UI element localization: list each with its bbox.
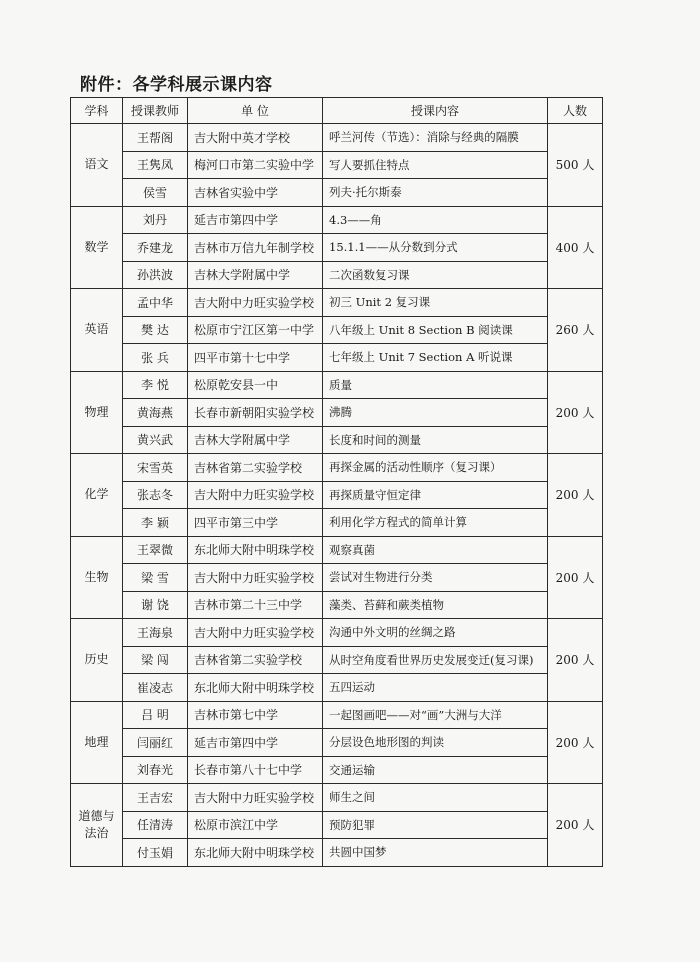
table-row: [71, 316, 603, 344]
unit-cell: 吉林大学附属中学: [188, 261, 323, 289]
content-cell: 呼兰河传（节选）：消除与经典的隔膜: [323, 124, 548, 152]
table-row: [71, 289, 603, 317]
teacher-cell: 任清涛: [123, 811, 188, 839]
subject-cell: 语文: [71, 124, 123, 207]
table-row: [71, 536, 603, 564]
count-cell: 260 人: [548, 289, 603, 372]
header-unit: 单 位: [188, 98, 323, 124]
table-row: [71, 371, 603, 399]
teacher-cell: 宋雪英: [123, 454, 188, 482]
subject-cell: 生物: [71, 536, 123, 619]
table-row: [71, 344, 603, 372]
table-row: [71, 206, 603, 234]
teacher-cell: 谢 饶: [123, 591, 188, 619]
content-cell: 二次函数复习课: [323, 261, 548, 289]
content-cell: 交通运输: [323, 756, 548, 784]
subject-cell: 物理: [71, 371, 123, 454]
table-row: [71, 784, 603, 812]
unit-cell: 梅河口市第二实验中学: [188, 151, 323, 179]
unit-cell: 吉林省第二实验学校: [188, 646, 323, 674]
content-cell: 利用化学方程式的简单计算: [323, 509, 548, 537]
content-cell: 一起图画吧——对“画”大洲与大洋: [323, 701, 548, 729]
unit-cell: 吉林大学附属中学: [188, 426, 323, 454]
teacher-cell: 李 颖: [123, 509, 188, 537]
count-cell: 200 人: [548, 619, 603, 702]
subject-cell: 化学: [71, 454, 123, 537]
teacher-cell: 王海泉: [123, 619, 188, 647]
teacher-cell: 孙洪波: [123, 261, 188, 289]
unit-cell: 延吉市第四中学: [188, 206, 323, 234]
unit-cell: 吉大附中力旺实验学校: [188, 619, 323, 647]
table-body: [71, 124, 603, 867]
unit-cell: 延吉市第四中学: [188, 729, 323, 757]
teacher-cell: 张志冬: [123, 481, 188, 509]
unit-cell: 东北师大附中明珠学校: [188, 674, 323, 702]
teacher-cell: 李 悦: [123, 371, 188, 399]
unit-cell: 松原市滨江中学: [188, 811, 323, 839]
content-cell: 共圆中国梦: [323, 839, 548, 867]
content-cell: 预防犯罪: [323, 811, 548, 839]
teacher-cell: 黄海燕: [123, 399, 188, 427]
count-cell: 200 人: [548, 536, 603, 619]
unit-cell: 松原市宁江区第一中学: [188, 316, 323, 344]
table-row: [71, 564, 603, 592]
content-cell: 七年级上 Unit 7 Section A 听说课: [323, 344, 548, 372]
content-cell: 再探金属的活动性顺序（复习课）: [323, 454, 548, 482]
content-cell: 长度和时间的测量: [323, 426, 548, 454]
teacher-cell: 王翠微: [123, 536, 188, 564]
content-cell: 尝试对生物进行分类: [323, 564, 548, 592]
teacher-cell: 王隽凤: [123, 151, 188, 179]
content-cell: 列夫·托尔斯泰: [323, 179, 548, 207]
content-cell: 师生之间: [323, 784, 548, 812]
content-cell: 观察真菌: [323, 536, 548, 564]
content-cell: 初三 Unit 2 复习课: [323, 289, 548, 317]
content-cell: 写人要抓住特点: [323, 151, 548, 179]
count-cell: 200 人: [548, 784, 603, 867]
teacher-cell: 吕 明: [123, 701, 188, 729]
unit-cell: 吉大附中力旺实验学校: [188, 784, 323, 812]
table-row: [71, 646, 603, 674]
unit-cell: 长春市新朝阳实验学校: [188, 399, 323, 427]
subject-cell: 历史: [71, 619, 123, 702]
table-row: [71, 426, 603, 454]
content-cell: 沸腾: [323, 399, 548, 427]
subject-cell: 英语: [71, 289, 123, 372]
subject-cell: 数学: [71, 206, 123, 289]
table-row: [71, 756, 603, 784]
unit-cell: 吉林省第二实验学校: [188, 454, 323, 482]
content-cell: 15.1.1——从分数到分式: [323, 234, 548, 262]
content-cell: 再探质量守恒定律: [323, 481, 548, 509]
content-cell: 八年级上 Unit 8 Section B 阅读课: [323, 316, 548, 344]
table-row: [71, 811, 603, 839]
teacher-cell: 梁 雪: [123, 564, 188, 592]
count-cell: 500 人: [548, 124, 603, 207]
teacher-cell: 王吉宏: [123, 784, 188, 812]
header-teacher: 授课教师: [123, 98, 188, 124]
count-cell: 200 人: [548, 454, 603, 537]
table-row: [71, 234, 603, 262]
header-row: [71, 98, 603, 124]
teacher-cell: 梁 闯: [123, 646, 188, 674]
table-row: [71, 151, 603, 179]
teacher-cell: 付玉娟: [123, 839, 188, 867]
teacher-cell: 樊 达: [123, 316, 188, 344]
table-row: [71, 399, 603, 427]
table-row: [71, 591, 603, 619]
unit-cell: 四平市第十七中学: [188, 344, 323, 372]
content-cell: 分层设色地形图的判读: [323, 729, 548, 757]
header-count: 人数: [548, 98, 603, 124]
table-row: [71, 124, 603, 152]
teacher-cell: 侯雪: [123, 179, 188, 207]
teacher-cell: 黄兴武: [123, 426, 188, 454]
content-cell: 藻类、苔藓和蕨类植物: [323, 591, 548, 619]
content-cell: 4.3——角: [323, 206, 548, 234]
table-row: [71, 619, 603, 647]
table-row: [71, 261, 603, 289]
table-row: [71, 674, 603, 702]
teacher-cell: 闫丽红: [123, 729, 188, 757]
table-row: [71, 701, 603, 729]
schedule-table: [70, 97, 603, 867]
unit-cell: 吉林市第二十三中学: [188, 591, 323, 619]
subject-cell: 地理: [71, 701, 123, 784]
content-cell: 五四运动: [323, 674, 548, 702]
page-title: 附件：各学科展示课内容: [80, 75, 273, 95]
unit-cell: 吉林市第七中学: [188, 701, 323, 729]
unit-cell: 吉林市万信九年制学校: [188, 234, 323, 262]
unit-cell: 吉大附中力旺实验学校: [188, 289, 323, 317]
teacher-cell: 崔凌志: [123, 674, 188, 702]
unit-cell: 吉大附中力旺实验学校: [188, 481, 323, 509]
unit-cell: 东北师大附中明珠学校: [188, 839, 323, 867]
subject-cell: 道德与 法治: [71, 784, 123, 867]
unit-cell: 四平市第三中学: [188, 509, 323, 537]
unit-cell: 长春市第八十七中学: [188, 756, 323, 784]
table-row: [71, 481, 603, 509]
count-cell: 200 人: [548, 701, 603, 784]
unit-cell: 吉林省实验中学: [188, 179, 323, 207]
unit-cell: 松原乾安县一中: [188, 371, 323, 399]
teacher-cell: 王帮阁: [123, 124, 188, 152]
content-cell: 质量: [323, 371, 548, 399]
table-row: [71, 179, 603, 207]
teacher-cell: 张 兵: [123, 344, 188, 372]
teacher-cell: 孟中华: [123, 289, 188, 317]
table-row: [71, 729, 603, 757]
teacher-cell: 刘丹: [123, 206, 188, 234]
teacher-cell: 乔建龙: [123, 234, 188, 262]
header-subject: 学科: [71, 98, 123, 124]
count-cell: 400 人: [548, 206, 603, 289]
teacher-cell: 刘春光: [123, 756, 188, 784]
header-content: 授课内容: [323, 98, 548, 124]
table-row: [71, 839, 603, 867]
unit-cell: 东北师大附中明珠学校: [188, 536, 323, 564]
table-row: [71, 454, 603, 482]
content-cell: 沟通中外文明的丝绸之路: [323, 619, 548, 647]
unit-cell: 吉大附中英才学校: [188, 124, 323, 152]
table-row: [71, 509, 603, 537]
unit-cell: 吉大附中力旺实验学校: [188, 564, 323, 592]
content-cell: 从时空角度看世界历史发展变迁(复习课): [323, 646, 548, 674]
count-cell: 200 人: [548, 371, 603, 454]
